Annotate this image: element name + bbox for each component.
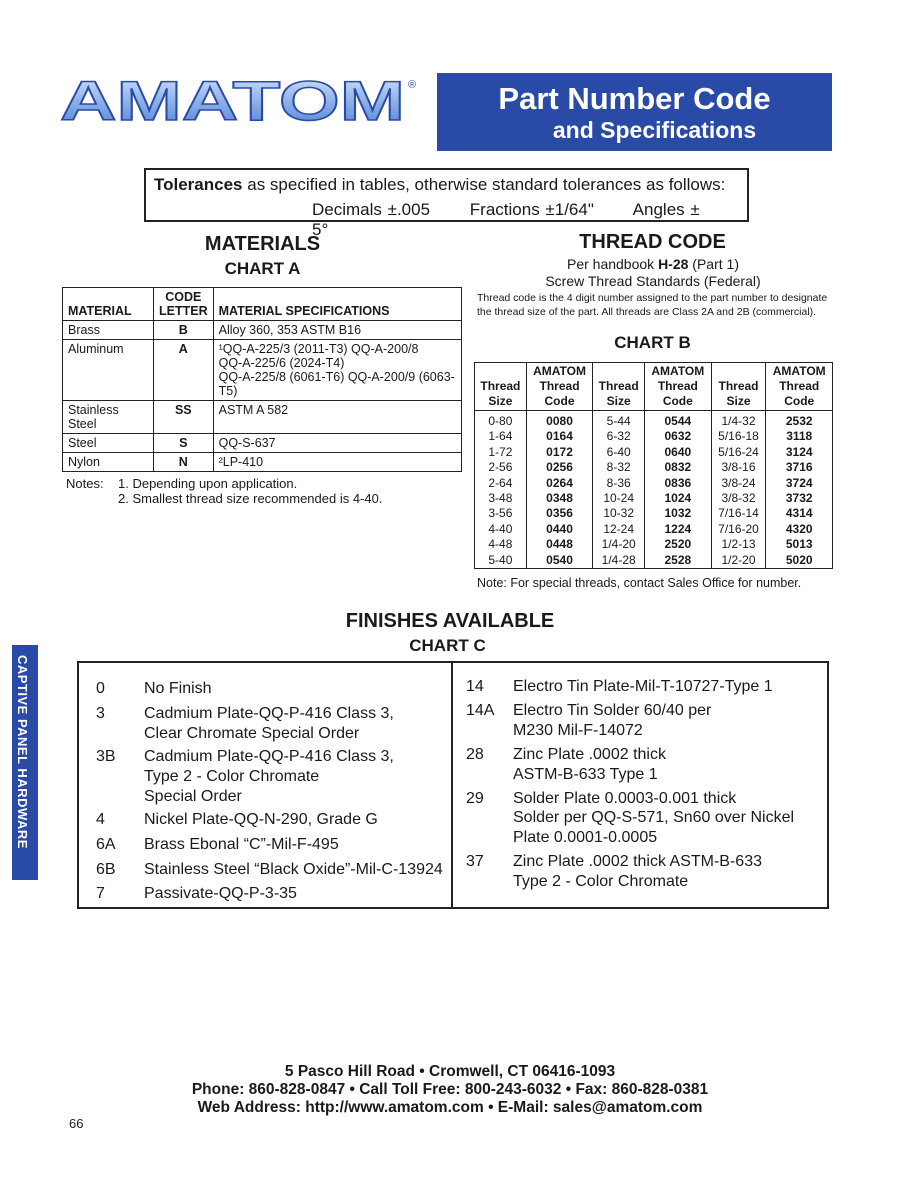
col-amatom-code: AMATOM Thread Code — [526, 363, 593, 411]
table-row — [475, 476, 833, 491]
thread-code-cell: 1032 — [645, 506, 712, 521]
thread-size-cell: 6-40 — [593, 445, 645, 460]
thread-size-cell: 1/2-13 — [711, 537, 766, 552]
side-tab-label: CAPTIVE PANEL HARDWARE — [15, 655, 30, 849]
finish-code: 28 — [466, 746, 484, 763]
thread-code-cell: 2528 — [645, 553, 712, 569]
thread-code-cell: 2532 — [766, 411, 833, 430]
finish-code: 0 — [96, 680, 105, 697]
thread-code-cell: 1224 — [645, 522, 712, 537]
thread-code-cell: 1024 — [645, 491, 712, 506]
thread-size-cell: 1/2-20 — [711, 553, 766, 569]
thread-code-cell: 0164 — [526, 429, 593, 444]
table-row — [475, 537, 833, 552]
thread-code-cell: 0544 — [645, 411, 712, 430]
thread-handbook: Per handbook H-28 (Part 1) — [566, 256, 739, 272]
materials-chart-label: CHART A — [224, 259, 301, 278]
thread-code-cell: 0440 — [526, 522, 593, 537]
thread-size-cell: 10-32 — [593, 506, 645, 521]
table-row: Stainless Steel SS ASTM A 582 — [63, 401, 462, 434]
registered-mark: ® — [408, 79, 417, 91]
thread-size-cell: 4-40 — [475, 522, 527, 537]
table-row — [475, 506, 833, 521]
thread-size-cell: 2-64 — [475, 476, 527, 491]
tolerances-box — [144, 168, 749, 239]
table-header-row — [63, 288, 462, 321]
banner-title: Part Number Code — [498, 81, 771, 116]
table-row — [475, 411, 833, 430]
thread-code-cell: 3732 — [766, 491, 833, 506]
thread-code-cell: 0632 — [645, 429, 712, 444]
table-row: Brass B Alloy 360, 353 ASTM B16 — [63, 321, 462, 340]
table-row — [475, 522, 833, 537]
tolerance-decimals: Decimals ±.005 — [312, 200, 431, 219]
thread-size-cell: 1-64 — [475, 429, 527, 444]
thread-code-cell: 4314 — [766, 506, 833, 521]
thread-size-cell: 3/8-32 — [711, 491, 766, 506]
thread-standards: Screw Thread Standards (Federal) — [545, 273, 761, 289]
col-thread-size: Thread Size — [475, 363, 527, 411]
section-side-tab — [12, 645, 38, 880]
thread-size-cell: 7/16-20 — [711, 522, 766, 537]
materials-table — [62, 287, 462, 472]
col-material: MATERIAL — [63, 288, 154, 321]
thread-size-cell: 8-32 — [593, 460, 645, 475]
thread-code-cell: 0356 — [526, 506, 593, 521]
thread-size-cell: 1/4-20 — [593, 537, 645, 552]
thread-size-cell: 12-24 — [593, 522, 645, 537]
thread-size-cell: 10-24 — [593, 491, 645, 506]
thread-size-cell: 2-56 — [475, 460, 527, 475]
finish-code: 3B — [96, 748, 116, 765]
thread-code-cell: 0448 — [526, 537, 593, 552]
footer-web: Web Address: http://www.amatom.com • E-Mail: sales@amatom.com — [197, 1099, 703, 1116]
footer-phones: Phone: 860-828-0847 • Call Toll Free: 800-243-6032 • Fax: 860-828-0381 — [191, 1081, 709, 1098]
note-1: 1. Depending upon application. — [118, 476, 298, 491]
thread-code-cell: 0256 — [526, 460, 593, 475]
thread-size-cell: 6-32 — [593, 429, 645, 444]
finish-code: 14 — [466, 678, 484, 695]
materials-heading: MATERIALS — [204, 233, 321, 255]
logo-text: AMATOM — [60, 76, 405, 124]
finishes-chart-label: CHART C — [409, 636, 486, 655]
finish-code: 7 — [96, 885, 105, 902]
tolerances-text: as specified in tables, otherwise standard tolerances as follows: — [247, 175, 726, 194]
thread-note: Note: For special threads, contact Sales Office for number. — [477, 576, 802, 590]
thread-table-body — [475, 411, 833, 569]
finish-code: 4 — [96, 811, 105, 828]
thread-code-cell: 0264 — [526, 476, 593, 491]
banner-subtitle: and Specifications — [552, 117, 757, 143]
finish-code: 37 — [466, 853, 484, 870]
thread-code-cell: 5013 — [766, 537, 833, 552]
materials-notes — [66, 476, 104, 491]
thread-code-cell: 0172 — [526, 445, 593, 460]
notes-label: Notes: — [66, 476, 104, 491]
table-row — [475, 460, 833, 475]
thread-chart-label: CHART B — [614, 333, 691, 352]
thread-code-cell: 0080 — [526, 411, 593, 430]
thread-size-cell: 5-40 — [475, 553, 527, 569]
col-amatom-code: AMATOM Thread Code — [766, 363, 833, 411]
thread-heading: THREAD CODE — [579, 231, 726, 253]
table-row: Aluminum A ¹QQ-A-225/3 (2011-T3) QQ-A-200/8 QQ-A-225/6 (2024-T4) QQ-A-225/8 (6061-T6) QQ-A-200/9 (6063-T5) — [63, 340, 462, 401]
thread-size-cell: 8-36 — [593, 476, 645, 491]
col-thread-size: Thread Size — [711, 363, 766, 411]
thread-size-cell: 0-80 — [475, 411, 527, 430]
thread-size-cell: 1/4-32 — [711, 411, 766, 430]
col-code-letter: CODE LETTER — [154, 288, 214, 321]
finish-code: 14A — [466, 702, 495, 719]
thread-code-cell: 3118 — [766, 429, 833, 444]
header-banner — [437, 73, 832, 151]
thread-code-cell: 4320 — [766, 522, 833, 537]
note-2: 2. Smallest thread size recommended is 4-40. — [118, 491, 383, 506]
col-thread-size: Thread Size — [593, 363, 645, 411]
thread-size-cell: 3-48 — [475, 491, 527, 506]
table-header-row — [475, 363, 833, 411]
tolerance-angles: Angles ± 5° — [312, 200, 700, 239]
thread-size-cell: 3/8-24 — [711, 476, 766, 491]
table-row — [475, 491, 833, 506]
table-row: Steel S QQ-S-637 — [63, 434, 462, 453]
finish-code: 3 — [96, 705, 105, 722]
thread-code-cell: 3724 — [766, 476, 833, 491]
page-number: 66 — [69, 1116, 84, 1131]
thread-size-cell: 3/8-16 — [711, 460, 766, 475]
thread-code-cell: 0640 — [645, 445, 712, 460]
col-amatom-code: AMATOM Thread Code — [645, 363, 712, 411]
finishes-heading: FINISHES AVAILABLE — [345, 610, 555, 632]
thread-size-cell: 5/16-18 — [711, 429, 766, 444]
handbook-ref: H-28 — [658, 256, 689, 272]
thread-size-cell: 1-72 — [475, 445, 527, 460]
thread-size-cell: 3-56 — [475, 506, 527, 521]
table-row — [475, 445, 833, 460]
finish-code: 6A — [96, 836, 116, 853]
amatom-logo — [60, 76, 420, 124]
tolerances-label: Tolerances — [154, 175, 243, 194]
col-specifications: MATERIAL SPECIFICATIONS — [213, 288, 461, 321]
thread-code-cell: 0832 — [645, 460, 712, 475]
thread-size-cell: 4-48 — [475, 537, 527, 552]
thread-size-cell: 5/16-24 — [711, 445, 766, 460]
table-row — [475, 553, 833, 569]
thread-size-cell: 1/4-28 — [593, 553, 645, 569]
thread-code-cell: 2520 — [645, 537, 712, 552]
thread-code-cell: 0348 — [526, 491, 593, 506]
table-row — [475, 429, 833, 444]
thread-code-cell: 0836 — [645, 476, 712, 491]
finishes-divider — [451, 661, 453, 909]
thread-code-cell: 0540 — [526, 553, 593, 569]
thread-size-cell: 7/16-14 — [711, 506, 766, 521]
finish-code: 29 — [466, 790, 484, 807]
thread-size-cell: 5-44 — [593, 411, 645, 430]
thread-code-cell: 5020 — [766, 553, 833, 569]
table-row: Nylon N ²LP-410 — [63, 453, 462, 472]
thread-description: Thread code is the 4 digit number assigned to the part number to designate the thread size of the part. All threads are Class 2A and 2B (commercial). — [477, 292, 828, 318]
tolerance-fractions: Fractions ±1/64" — [469, 200, 594, 219]
thread-code-cell: 3716 — [766, 460, 833, 475]
finish-code: 6B — [96, 861, 116, 878]
thread-code-cell: 3124 — [766, 445, 833, 460]
thread-code-table — [474, 362, 833, 569]
footer-address: 5 Pasco Hill Road • Cromwell, CT 06416-1093 — [284, 1063, 616, 1080]
